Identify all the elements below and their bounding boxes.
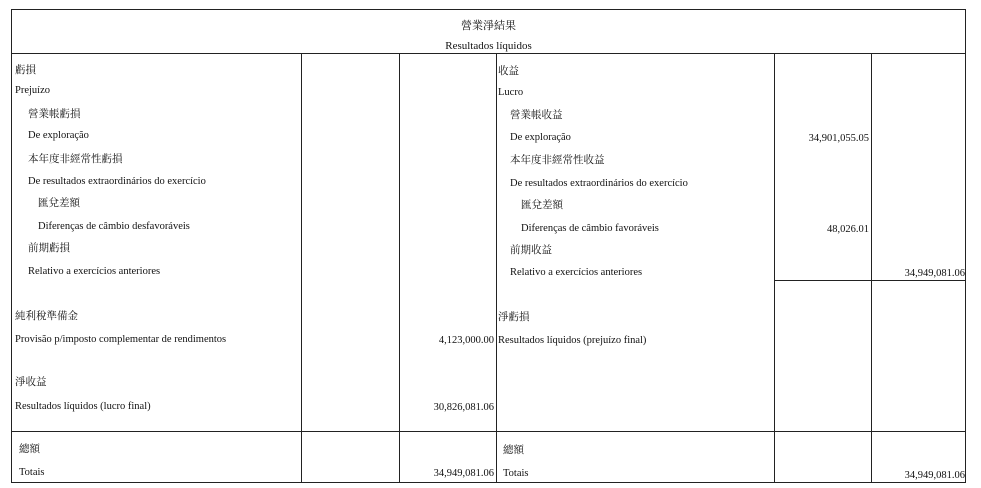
totals-rule [12, 431, 965, 432]
header-rule [12, 53, 965, 54]
right-subtotal-rule [774, 280, 965, 281]
right-total-zh: 總額 [503, 445, 524, 456]
left-net-pt: Resultados líquidos (lucro final) [15, 401, 151, 412]
right-fx-pt: Diferenças de câmbio favoráveis [521, 223, 659, 234]
title-chinese: 營業淨結果 [461, 20, 516, 32]
right-operating-zh: 營業帳收益 [510, 110, 563, 121]
right-net-pt: Resultados líquidos (prejuízo final) [498, 335, 647, 346]
left-total-pt: Totais [19, 467, 45, 478]
left-fx-pt: Diferenças de câmbio desfavoráveis [38, 221, 190, 232]
left-net-value: 30,826,081.06 [433, 402, 494, 413]
left-total-value: 34,949,081.06 [433, 468, 494, 479]
col-divider-2 [399, 53, 400, 482]
right-income-pt: Lucro [498, 87, 524, 98]
left-net-zh: 淨收益 [15, 377, 47, 388]
left-extra-pt: De resultados extraordinários do exercício [28, 176, 206, 187]
col-divider-3 [496, 53, 497, 482]
right-operating-pt: De exploração [510, 132, 571, 143]
right-total-pt: Totais [503, 468, 529, 479]
results-statement [11, 9, 966, 483]
left-tax-pt: Provisão p/imposto complementar de rendimentos [15, 334, 227, 345]
right-fx-zh: 匯兌差額 [521, 200, 563, 211]
right-fx-value: 48,026.01 [827, 224, 869, 235]
right-operating-value: 34,901,055.05 [808, 133, 869, 144]
title-portuguese: Resultados líquidos [445, 40, 532, 52]
right-subtotal-value: 34,949,081.06 [904, 268, 965, 279]
left-tax-zh: 純利稅準備金 [15, 311, 78, 322]
left-operating-zh: 營業帳虧損 [28, 109, 81, 120]
col-divider-4 [774, 53, 775, 482]
right-income-zh: 收益 [498, 66, 519, 77]
left-losses-zh: 虧損 [15, 65, 36, 76]
left-total-zh: 總額 [19, 444, 40, 455]
right-extra-zh: 本年度非經常性收益 [510, 155, 605, 166]
right-prior-zh: 前期收益 [510, 245, 552, 256]
col-divider-1 [301, 53, 302, 482]
right-prior-pt: Relativo a exercícios anteriores [510, 267, 643, 278]
left-operating-pt: De exploração [28, 130, 89, 141]
right-net-zh: 淨虧損 [498, 312, 530, 323]
left-extra-zh: 本年度非經常性虧損 [28, 154, 123, 165]
left-prior-pt: Relativo a exercícios anteriores [28, 266, 161, 277]
right-extra-pt: De resultados extraordinários do exercício [510, 178, 688, 189]
right-total-value: 34,949,081.06 [904, 470, 965, 481]
left-prior-zh: 前期虧損 [28, 243, 70, 254]
left-fx-zh: 匯兌差額 [38, 198, 80, 209]
left-losses-pt: Prejuízo [15, 85, 50, 96]
left-tax-value: 4,123,000.00 [438, 335, 494, 346]
